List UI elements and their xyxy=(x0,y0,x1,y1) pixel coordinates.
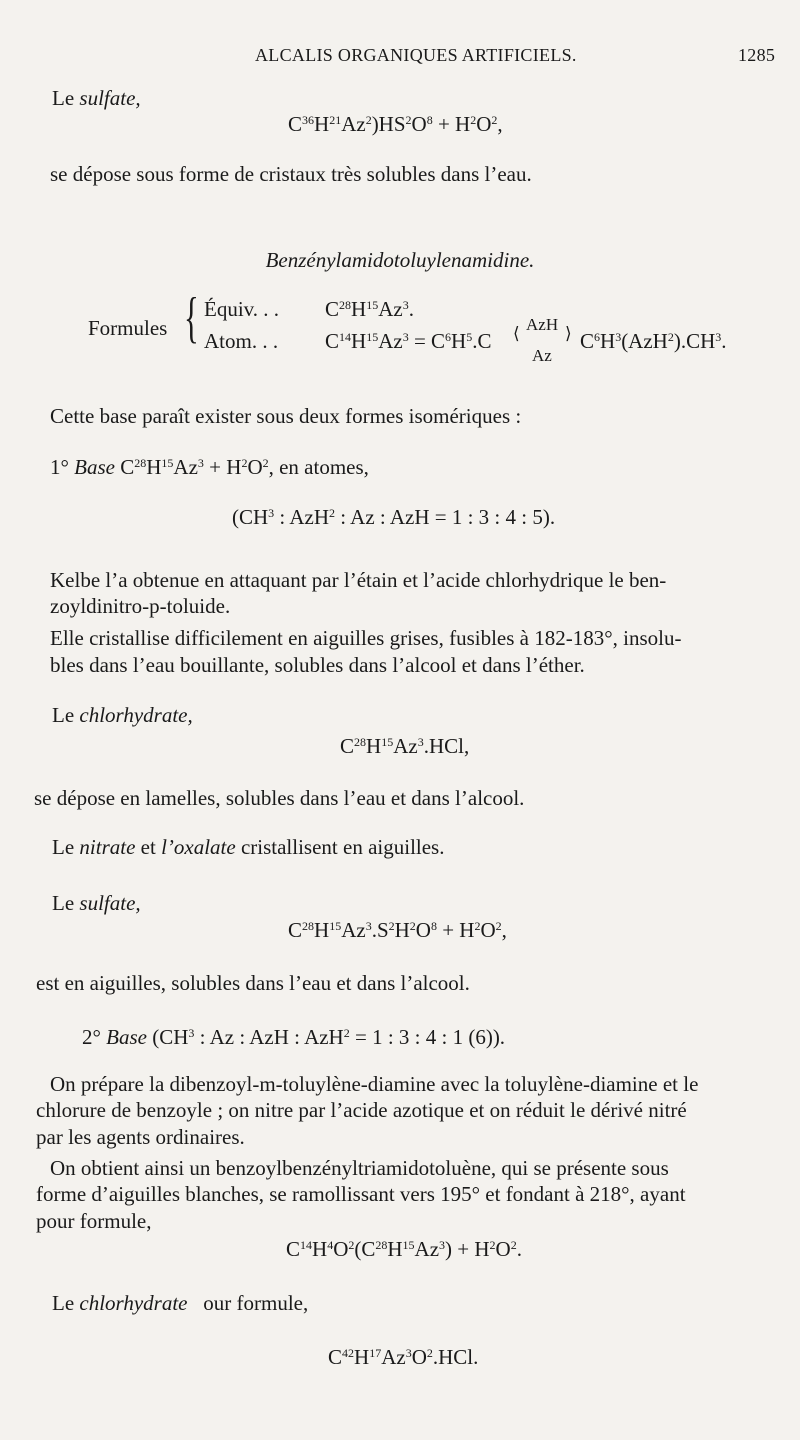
kelbe-line1: Kelbe l’a obtenue en attaquant par l’étain et l’acide chlorhydrique le ben- xyxy=(50,568,667,592)
brace-icon: { xyxy=(184,287,199,349)
kelbe-line2: zoyldinitro-p-toluide. xyxy=(50,594,231,618)
crist-line2: bles dans l’eau bouillante, solubles dans l’alcool et dans l’éther. xyxy=(50,653,585,677)
base2-line: 2° Base ($CH^3$ : Az : AzH : AzH$^2$ = 1 : 3 : 4 : 1 (6)). xyxy=(82,1025,506,1049)
obt-formula: $C^{14}H^4O^2(C^{28}H^{15}Az^3) + H^2O^2$. xyxy=(286,1237,522,1261)
atom-bracket-left: ⟨ xyxy=(513,324,520,343)
section-title: Benzénylamidotoluylenamidine. xyxy=(265,248,535,272)
chlor-sentence: se dépose en lamelles, solubles dans l’eau et dans l’alcool. xyxy=(34,786,525,810)
atom-bracket-right: ⟩ xyxy=(565,324,572,343)
atom-az: Az xyxy=(532,346,552,365)
sulf2-label: Le sulfate, xyxy=(52,891,141,915)
base1-ratio: ($CH^3$ : AzH$^2$ : Az : AzH = 1 : 3 : 4 : 5). xyxy=(232,505,556,529)
prep-line2: chlorure de benzoyle ; on nitre par l’acide azotique et on réduit le dérivé nitré xyxy=(36,1098,687,1122)
sulfate-label: Le sulfate, xyxy=(52,86,141,110)
chlor-label: Le chlorhydrate, xyxy=(52,703,193,727)
atom-azh: AzH xyxy=(526,315,559,334)
equiv-label: Équiv. . . xyxy=(204,297,280,321)
chlor-formula: $C^{28}H^{15}Az^3.HCl$, xyxy=(340,734,470,758)
isomer-sentence: Cette base paraît exister sous deux formes isomériques : xyxy=(50,404,522,428)
sulfate-formula: $C^{36}H^{21}Az^2)HS^2O^8 + H^2O^2$, xyxy=(288,112,503,136)
equiv-formula: $C^{28}H^{15}Az^3$. xyxy=(325,297,414,321)
obt-line3: pour formule, xyxy=(36,1209,152,1233)
chlor2-line: Le chlorhydrate our formule, xyxy=(52,1291,309,1315)
sulfate-sentence: se dépose sous forme de cristaux très solubles dans l’eau. xyxy=(50,162,532,186)
obt-line1: On obtient ainsi un benzoylbenzényltriamidotoluène, qui se présente sous xyxy=(50,1156,669,1180)
atom-formula-left: $C^{14}H^{15}Az^3 = C^6H^5.C$ xyxy=(325,329,492,353)
base1-line: 1° Base $C^{28}H^{15}Az^3 + H^2O^2$, en atomes, xyxy=(50,455,369,479)
sulf2-sentence: est en aiguilles, solubles dans l’eau et dans l’alcool. xyxy=(36,971,470,995)
crist-line1: Elle cristallise difficilement en aiguilles grises, fusibles à 182-183°, insolu- xyxy=(50,626,682,650)
formulas-label: Formules xyxy=(88,316,168,340)
sulf2-formula: $C^{28}H^{15}Az^3.S^2H^2O^8 + H^2O^2$, xyxy=(288,918,507,942)
prep-line1: On prépare la dibenzoyl-m-toluylène-diamine avec la toluylène-diamine et le xyxy=(50,1072,699,1096)
page-number: 1285 xyxy=(738,45,776,65)
obt-line2: forme d’aiguilles blanches, se ramollissant vers 195° et fondant à 218°, ayant xyxy=(36,1182,686,1206)
nitrate-line: Le nitrate et l’oxalate cristallisent en aiguilles. xyxy=(52,835,445,859)
atom-label: Atom. . . xyxy=(204,329,279,353)
atom-formula-right: $C^6H^3(AzH^2).CH^3$. xyxy=(580,329,727,353)
chlor2-formula: $C^{42}H^{17}Az^3O^2.HCl$. xyxy=(328,1345,479,1369)
prep-line3: par les agents ordinaires. xyxy=(36,1125,245,1149)
running-title: ALCALIS ORGANIQUES ARTIFICIELS. xyxy=(255,45,577,65)
